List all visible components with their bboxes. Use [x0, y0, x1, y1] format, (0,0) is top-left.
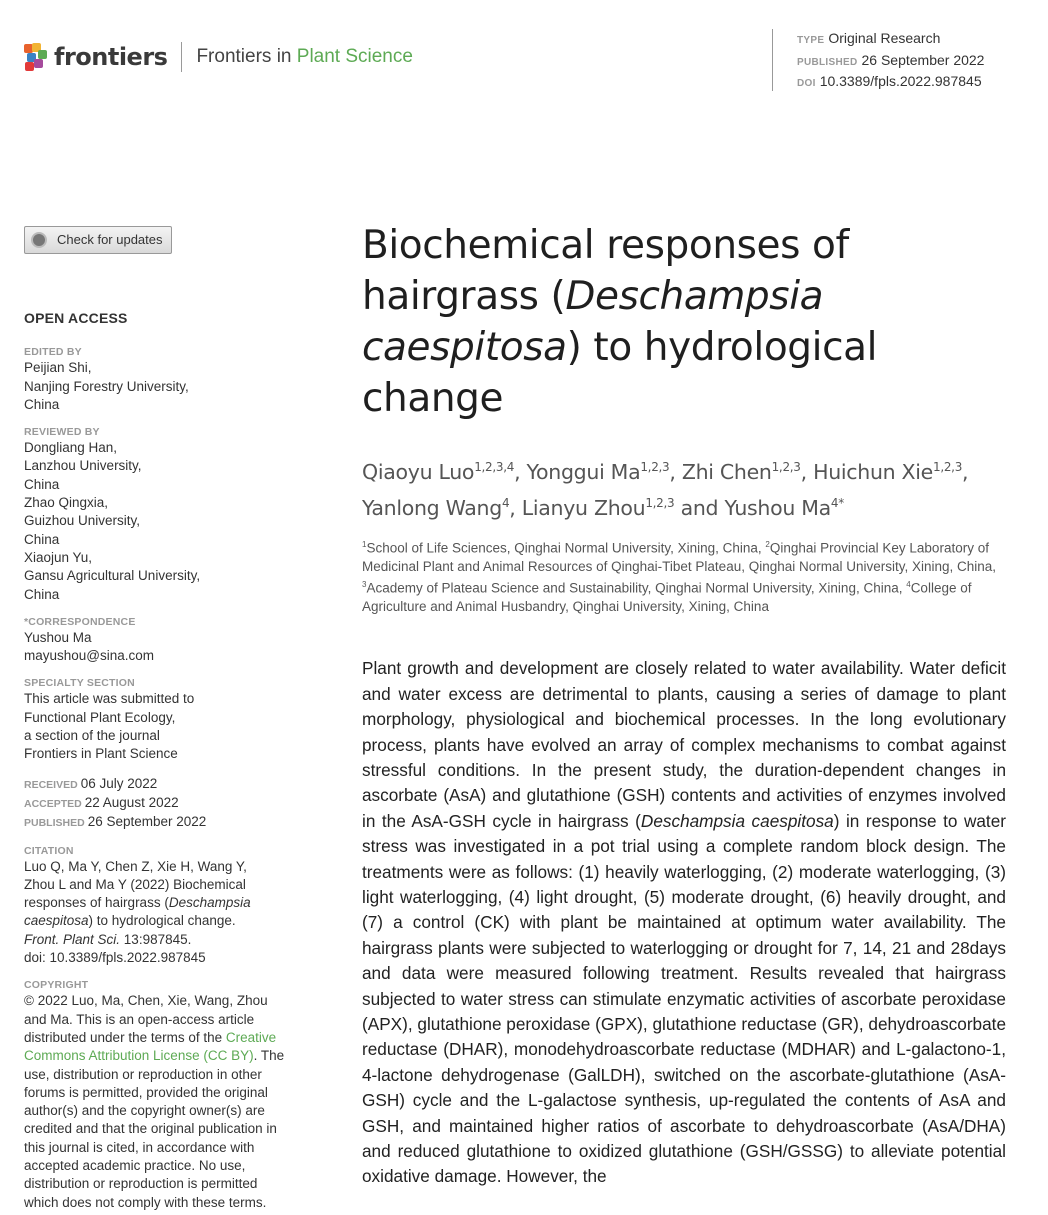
article-meta: [772, 29, 984, 91]
check-for-updates-label: Check for updates: [57, 231, 163, 247]
citation-text-part: ) to hydrological change.: [88, 913, 236, 929]
citation-text-part: responses of hairgrass (: [24, 895, 169, 911]
author-affil-sup: 1,2,3: [933, 460, 963, 474]
copyright-line: distribution or reproduction is permitted: [24, 1176, 258, 1192]
meta-doi-value[interactable]: 10.3389/fpls.2022.987845: [819, 73, 982, 89]
copyright-line: use, distribution or reproduction in other: [24, 1066, 262, 1082]
specialty-section-label: SPECIALTY SECTION: [24, 677, 135, 690]
citation-journal-abbrev: Front. Plant Sci.: [24, 931, 121, 947]
article-title: [362, 220, 1006, 424]
author-affil-sup: 4*: [830, 495, 844, 510]
article-dates: [24, 775, 314, 833]
journal-name: [196, 46, 413, 68]
reviewer-line: Guizhou University,: [24, 513, 141, 529]
reviewer-line: Zhao Qingxia,: [24, 495, 109, 511]
reviewed-by-label: REVIEWED BY: [24, 426, 100, 439]
open-access-label: OPEN ACCESS: [24, 310, 128, 326]
license-link[interactable]: Commons Attribution License (CC BY): [24, 1048, 254, 1064]
author-separator: ,: [514, 459, 527, 484]
author-affil-sup: 1,2,3: [771, 460, 801, 474]
meta-published-label: PUBLISHED: [797, 56, 858, 68]
check-for-updates-button[interactable]: [24, 226, 172, 254]
copyright-label: COPYRIGHT: [24, 979, 89, 992]
affiliation-text: School of Life Sciences, Qinghai Normal University, Xining, China,: [366, 540, 766, 556]
correspondence-name: Yushou Ma: [24, 629, 92, 645]
author-name: Yushou Ma: [724, 495, 831, 520]
author[interactable]: [362, 460, 514, 484]
copyright-text-part: . The: [253, 1048, 285, 1064]
correspondence-email[interactable]: mayushou@sina.com: [24, 648, 155, 664]
citation-label: CITATION: [24, 844, 74, 857]
author-name: Huichun Xie: [813, 459, 933, 484]
meta-type-value: Original Research: [828, 30, 941, 46]
brand-name: frontiers: [54, 43, 168, 71]
accepted-value: 22 August 2022: [84, 794, 179, 810]
citation-species-genus: Deschampsia: [168, 895, 251, 911]
author[interactable]: [522, 496, 675, 520]
author-name: Qiaoyu Luo: [362, 459, 475, 484]
author[interactable]: [813, 460, 962, 484]
author[interactable]: [682, 460, 801, 484]
title-part: hairgrass (: [362, 274, 566, 319]
abstract-species: Deschampsia caespitosa: [640, 810, 834, 831]
abstract-text: Plant growth and development are closely related to water availability. Water deficit and water excess are detrimental to plants, causing a series of damage to plant morphology, physiological and biochemical processes. In the long evolutionary process, plants have evolved an array of complex mechanisms to combat against stressful conditions. In the present study, the duration-dependent changes in ascorbate (AsA) and glutathione (GSH) contents and activities of enzymes involved in the AsA-GSH cycle in hairgrass (: [362, 658, 1006, 831]
copyright-line: accepted academic practice. No use,: [24, 1157, 246, 1173]
copyright-line: [24, 1047, 314, 1065]
copyright-line: [24, 1029, 314, 1047]
author-name: Yonggui Ma: [526, 459, 641, 484]
meta-type-label: TYPE: [797, 35, 825, 46]
reviewer-line: Gansu Agricultural University,: [24, 568, 201, 584]
author-separator: ,: [962, 459, 969, 484]
author-separator: ,: [800, 459, 814, 484]
reviewer-line: Dongliang Han,: [24, 440, 118, 456]
correspondence-label: *CORRESPONDENCE: [24, 615, 136, 628]
copyright-line: credited and that the original publication in: [24, 1121, 277, 1137]
edited-by-line: Nanjing Forestry University,: [24, 378, 189, 394]
citation-line: Luo Q, Ma Y, Chen Z, Xie H, Wang Y,: [24, 858, 247, 874]
meta-published: [797, 51, 984, 73]
abstract: [362, 656, 1006, 1190]
copyright-line: this journal is cited, in accordance with: [24, 1139, 255, 1155]
meta-published-value: 26 September 2022: [861, 51, 985, 68]
citation-doi[interactable]: doi: 10.3389/fpls.2022.987845: [24, 950, 206, 966]
received-date: [24, 775, 314, 794]
author-name: Zhi Chen: [681, 459, 772, 484]
copyright-text: [24, 992, 314, 1212]
author[interactable]: [527, 460, 670, 484]
published-value: 26 September 2022: [87, 814, 207, 830]
citation-text: [24, 858, 314, 968]
specialty-line: Frontiers in Plant Science: [24, 746, 178, 762]
copyright-line: forums is permitted, provided the original: [24, 1084, 268, 1100]
reviewed-by: [24, 439, 314, 604]
published-label: PUBLISHED: [24, 817, 85, 830]
affil-sup: 2: [765, 539, 770, 549]
edited-by-label: EDITED BY: [24, 346, 82, 359]
affiliation-text: Academy of Plateau Science and Sustainability, Qinghai Normal University, Xining, China,: [366, 580, 907, 596]
logo-divider: [181, 42, 182, 72]
affil-sup: 4: [906, 579, 911, 589]
journal-prefix: Frontiers in: [196, 46, 292, 67]
citation-line: Zhou L and Ma Y (2022) Biochemical: [24, 876, 246, 892]
reviewer-line: China: [24, 531, 60, 547]
meta-doi: [797, 72, 984, 94]
author-separator: ,: [509, 495, 522, 520]
received-label: RECEIVED: [24, 778, 78, 791]
journal-name-accent: Plant Science: [296, 46, 413, 67]
title-part: change: [362, 376, 504, 421]
author-affil-sup: 1,2,3: [640, 460, 670, 474]
reviewer-line: China: [24, 586, 60, 602]
citation-line: [24, 912, 314, 930]
specialty-line: This article was submitted to: [24, 691, 195, 707]
copyright-line: and Ma. This is an open-access article: [24, 1011, 255, 1027]
edited-by-line: China: [24, 396, 60, 412]
edited-by: [24, 359, 314, 414]
author[interactable]: [724, 496, 843, 520]
accepted-label: ACCEPTED: [24, 797, 82, 810]
affiliation-text: College of Agriculture and Animal Husbandry, Qinghai University, Xining, China: [362, 580, 972, 614]
affil-sup: 1: [362, 539, 367, 549]
affil-sup: 3: [362, 579, 367, 589]
page-header: [0, 0, 1048, 110]
author-name: Lianyu Zhou: [521, 495, 646, 520]
update-badge-icon: [31, 232, 47, 248]
article-sidebar: [24, 226, 314, 1212]
received-value: 06 July 2022: [80, 775, 158, 791]
abstract-text: ) in response to water stress was investigated in a pot trial using a complete random block design. The treatments were as follows: (1) heavily waterlogging, (2) moderate waterlogging, (3) light waterlogging, (4) light drought, (5) moderate drought, (6) heavily drought, and (7) a control (CK) with plant be maintained at optimum water availability. The hairgrass plants were subjected to waterlogging or drought for 7, 14, 21 and 28days and data were measured following treatment. Results revealed that hairgrass subjected to water stress can stimulate enzymatic activities of ascorbate peroxidase (APX), glutathione peroxidase (GPX), glutathione reductase (GR), dehydroascorbate reductase (DHAR), monodehydroascorbate reductase (MDHAR) and L-galactono-1, 4-lactone dehydrogenase (GalLDH), switched on the ascorbate-glutathione (AsA-GSH) cycle and the L-galactose synthesis, up-regulated the contents of AsA and GSH, and maintained higher ratios of ascorbate to dehydroascorbate (AsA/DHA) and reduced glutathione to oxidized glutathione (GSH/GSSG) to alleviate potential oxidative damage. However, the: [362, 810, 1006, 1187]
reviewer-line: China: [24, 476, 60, 492]
published-date: [24, 813, 314, 832]
author[interactable]: [362, 496, 509, 520]
frontiers-logo-icon: [24, 43, 48, 71]
meta-doi-label: DOI: [797, 78, 816, 89]
title-part: ) to hydrological: [566, 325, 878, 370]
reviewer-line: Xiaojun Yu,: [24, 549, 93, 565]
frontiers-logo[interactable]: [24, 42, 413, 72]
citation-species-epithet: caespitosa: [24, 913, 89, 929]
author-separator: and: [674, 495, 725, 520]
citation-line: [24, 931, 314, 949]
title-genus: Deschampsia: [565, 274, 824, 319]
specialty-line: a section of the journal: [24, 728, 160, 744]
copyright-line: which does not comply with these terms.: [24, 1194, 267, 1210]
copyright-line: © 2022 Luo, Ma, Chen, Xie, Wang, Zhou: [24, 993, 268, 1009]
author-affil-sup: 4: [501, 495, 510, 510]
author-affil-sup: 1,2,3,4: [474, 460, 515, 474]
copyright-text-part: distributed under the terms of the: [24, 1029, 226, 1045]
article-main: [362, 220, 1006, 1190]
license-link[interactable]: Creative: [225, 1029, 277, 1045]
edited-by-line: Peijian Shi,: [24, 360, 92, 376]
copyright-line: author(s) and the copyright owner(s) are: [24, 1103, 265, 1119]
citation-line: [24, 894, 314, 912]
author-affil-sup: 1,2,3: [645, 495, 675, 510]
reviewer-line: Lanzhou University,: [24, 458, 142, 474]
author-name: Yanlong Wang: [362, 495, 502, 520]
accepted-date: [24, 794, 314, 813]
citation-volume: 13:987845.: [120, 931, 192, 947]
meta-type: [797, 29, 984, 51]
author-separator: ,: [669, 459, 682, 484]
affiliation-text: Qinghai Provincial Key Laboratory of Medicinal Plant and Animal Resources of Qinghai-Tibet Plateau, Qinghai Normal University, Xining, China,: [362, 540, 997, 574]
affiliations: [362, 536, 1006, 617]
title-part: Biochemical responses of: [362, 223, 849, 268]
specialty-line: Functional Plant Ecology,: [24, 709, 176, 725]
title-epithet: caespitosa: [362, 325, 567, 370]
author-list: [362, 452, 1006, 524]
